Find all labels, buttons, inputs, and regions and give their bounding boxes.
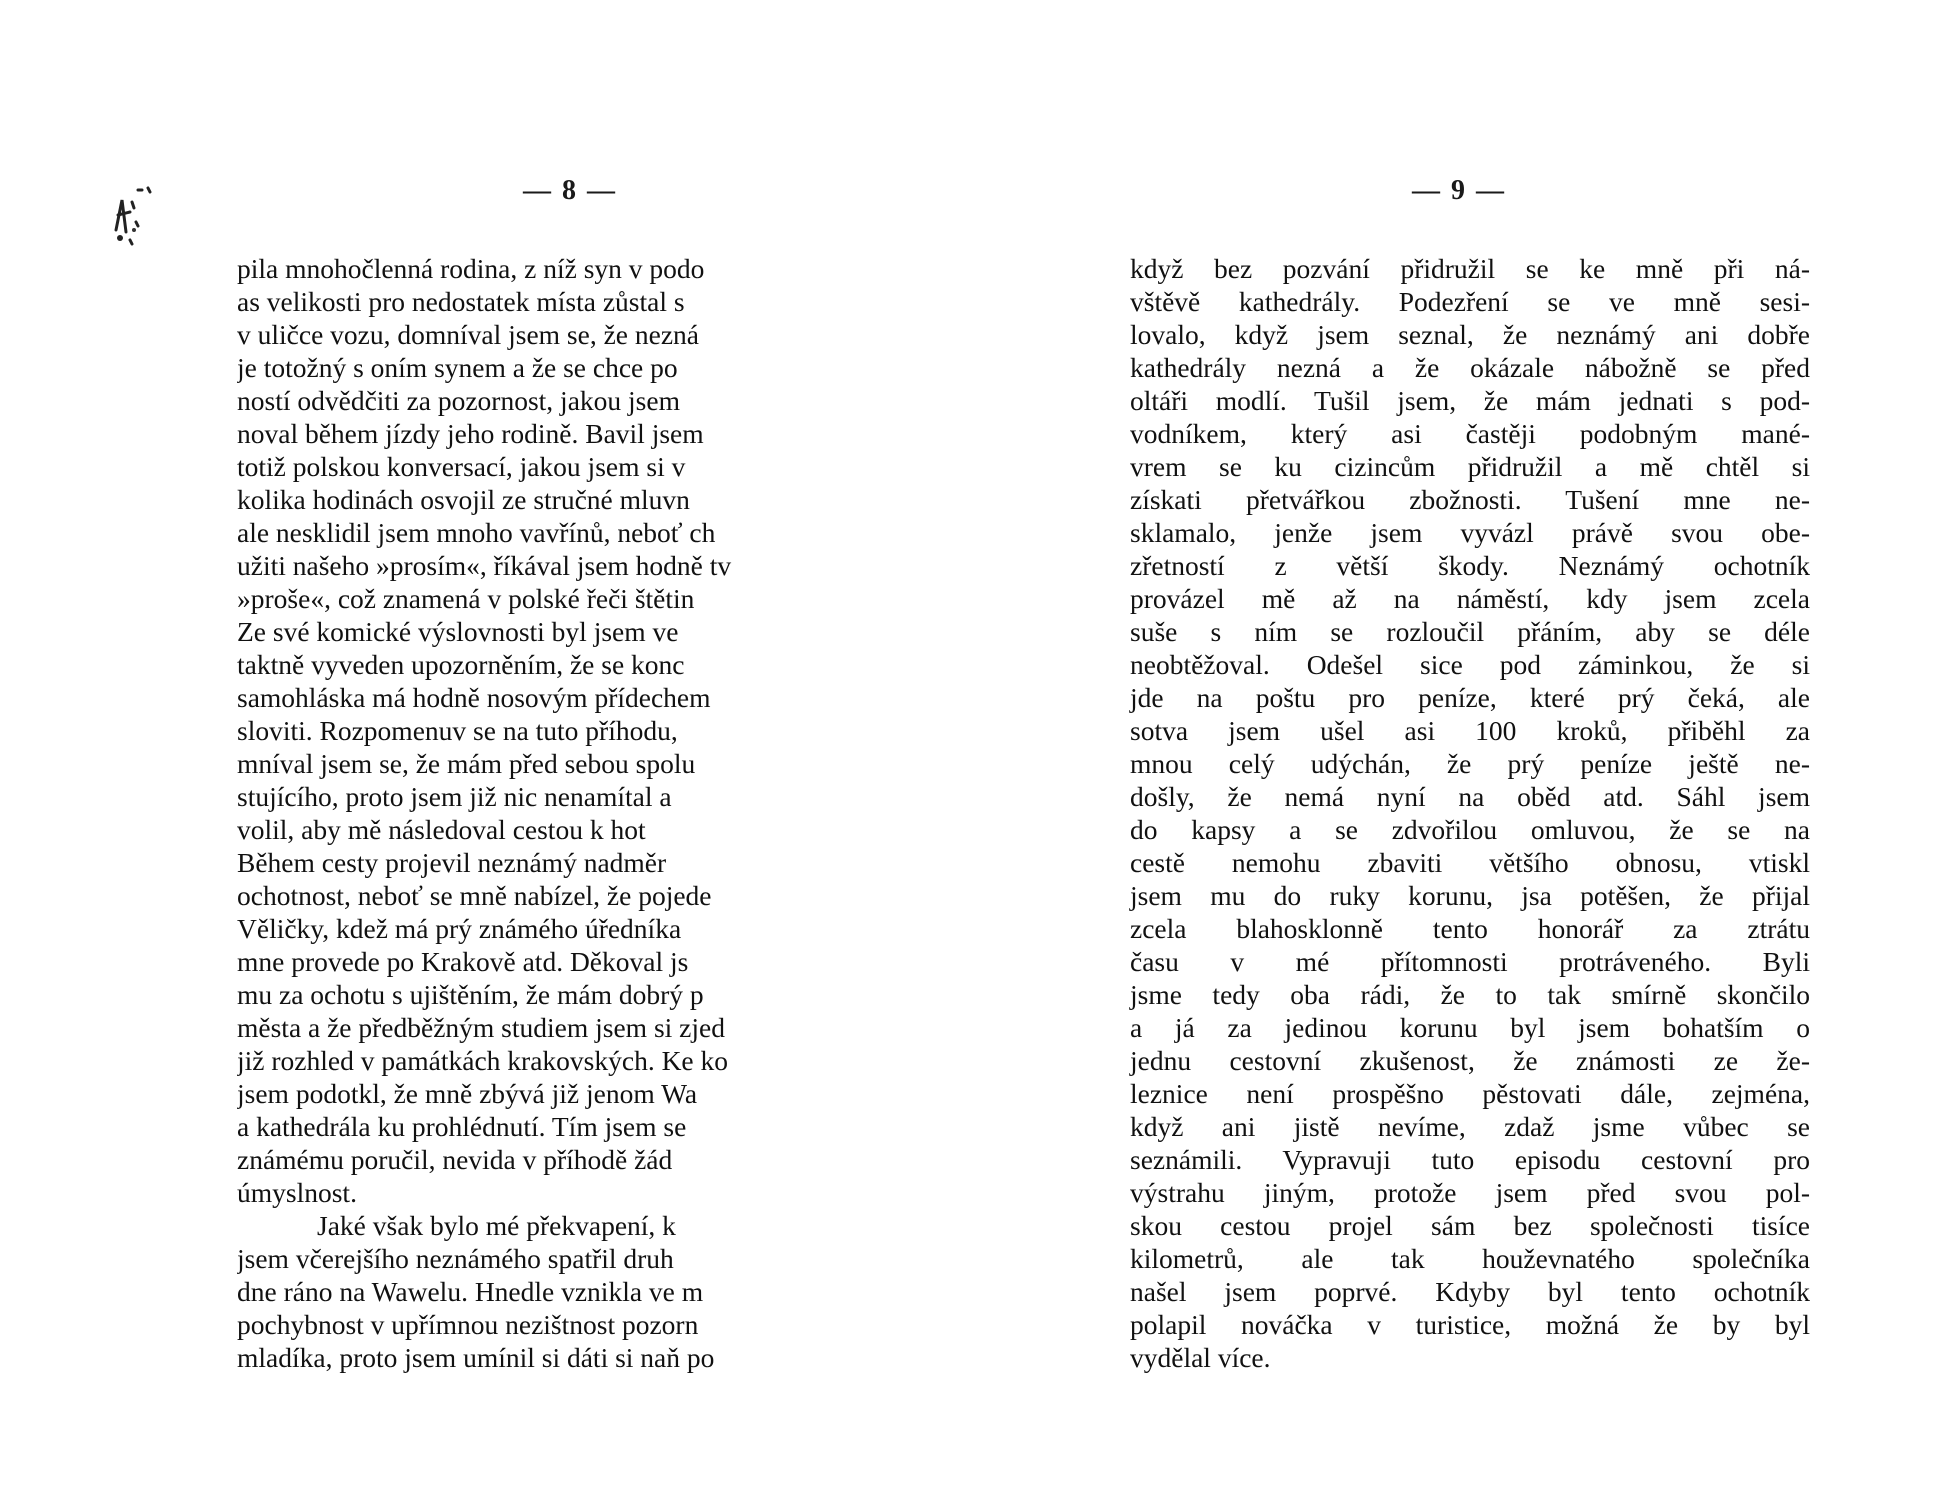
- left-page-line: ností odvědčiti za pozornost, jakou jsem: [237, 385, 680, 416]
- page-number-right: — 9 —: [1412, 175, 1506, 206]
- left-page-line: Jaké však bylo mé překvapení, k: [317, 1210, 676, 1241]
- right-page-line: došly, že nemá nyní na oběd atd. Sáhl jsem: [1130, 781, 1810, 812]
- right-page-line: do kapsy a se zdvořilou omluvou, že se na: [1130, 814, 1810, 845]
- right-page-line: skou cestou projel sám bez společnosti tisíce: [1130, 1210, 1810, 1241]
- right-page-line: sklamalo, jenže jsem vyvázl právě svou obe-: [1130, 517, 1810, 548]
- right-page-line: když ani jistě nevíme, zdaž jsme vůbec se: [1130, 1111, 1810, 1142]
- right-page-line: kathedrály nezná a že okázale nábožně se před: [1130, 352, 1810, 383]
- page-number-left: — 8 —: [523, 175, 617, 206]
- right-page-line: lovalo, když jsem seznal, že neznámý ani dobře: [1130, 319, 1810, 350]
- right-page-line: jde na poštu pro peníze, které prý čeká, ale: [1130, 682, 1810, 713]
- right-page-line: zcela blahosklonně tento honorář za ztrátu: [1130, 913, 1810, 944]
- left-page-line: v uličce vozu, domníval jsem se, že nezná: [237, 319, 699, 350]
- right-page-line: času v mé přítomnosti protráveného. Byli: [1130, 946, 1810, 977]
- left-page-text: [237, 252, 869, 1374]
- left-page-line: pochybnost v upřímnou nezištnost pozorn: [237, 1309, 699, 1340]
- right-page-line: výstrahu jiným, protože jsem před svou pol-: [1130, 1177, 1810, 1208]
- left-page-line: známému poručil, nevida v příhodě žád: [237, 1144, 673, 1175]
- right-page-line: neobtěžoval. Odešel sice pod záminkou, že si: [1130, 649, 1810, 680]
- left-page-line: mu za ochotu s ujištěním, že mám dobrý p: [237, 979, 704, 1010]
- right-page-line: oltáři modlí. Tušil jsem, že mám jednati s pod-: [1130, 385, 1810, 416]
- right-page-line: cestě nemohu zbaviti většího obnosu, vtiskl: [1130, 847, 1810, 878]
- left-page-line: ale nesklidil jsem mnoho vavřínů, neboť ch: [237, 517, 716, 548]
- left-page-line: kolika hodinách osvojil ze stručné mluvn: [237, 484, 690, 515]
- right-page-line: provázel mě až na náměstí, kdy jsem zcela: [1130, 583, 1810, 614]
- right-page-text: [1130, 252, 1810, 1374]
- left-page-line: totiž polskou konversací, jakou jsem si v: [237, 451, 686, 482]
- right-page-line: vštěvě kathedrály. Podezření se ve mně sesi-: [1130, 286, 1810, 317]
- right-page-line: sotva jsem ušel asi 100 kroků, přiběhl za: [1130, 715, 1810, 746]
- left-page-line: »proše«, což znamená v polské řeči štětin: [237, 583, 695, 614]
- left-page-line: volil, aby mě následoval cestou k hot: [237, 814, 646, 845]
- right-page-line: suše s ním se rozloučil přáním, aby se déle: [1130, 616, 1810, 647]
- right-page-line: vydělal více.: [1130, 1342, 1271, 1373]
- left-page-line: jsem včerejšího neznámého spatřil druh: [237, 1243, 674, 1274]
- right-page-line: když bez pozvání přidružil se ke mně při ná-: [1130, 253, 1810, 284]
- right-page-line: mnou celý udýchán, že prý peníze ještě ne-: [1130, 748, 1810, 779]
- right-page-line: jsem mu do ruky korunu, jsa potěšen, že přijal: [1130, 880, 1810, 911]
- right-page-line: a já za jedinou korunu byl jsem bohatším o: [1130, 1012, 1810, 1043]
- left-page-line: užiti našeho »prosím«, říkával jsem hodně tv: [237, 550, 732, 581]
- right-page-line: kilometrů, ale tak houževnatého společníka: [1130, 1243, 1810, 1274]
- right-page-line: polapil nováčka v turistice, možná že by byl: [1130, 1309, 1810, 1340]
- right-page-line: seznámili. Vypravuji tuto episodu cestovní pro: [1130, 1144, 1810, 1175]
- left-page-line: mne provede po Krakově atd. Děkoval js: [237, 946, 689, 977]
- left-page-line: mladíka, proto jsem umínil si dáti si naň po: [237, 1342, 715, 1373]
- right-page-line: vrem se ku cizincům přidružil a mě chtěl si: [1130, 451, 1810, 482]
- left-page-line: a kathedrála ku prohlédnutí. Tím jsem se: [237, 1111, 687, 1142]
- left-page-line: již rozhled v památkách krakovských. Ke ko: [237, 1045, 729, 1076]
- left-page-line: noval během jízdy jeho rodině. Bavil jsem: [237, 418, 704, 449]
- right-page-line: jsme tedy oba rádi, že to tak smírně skončilo: [1130, 979, 1810, 1010]
- left-page-line: města a že předběžným studiem jsem si zjed: [237, 1012, 725, 1043]
- left-page-line: samohláska má hodně nosovým přídechem: [237, 682, 711, 713]
- right-page-line: získati přetvářkou zbožnosti. Tušení mne ne-: [1130, 484, 1810, 515]
- right-page-line: jednu cestovní zkušenost, že známosti ze že-: [1130, 1045, 1810, 1076]
- left-page-line: Ze své komické výslovnosti byl jsem ve: [237, 616, 679, 647]
- left-page-line: ochotnost, neboť se mně nabízel, že pojede: [237, 880, 712, 911]
- left-page-line: úmyslnost.: [237, 1177, 357, 1208]
- left-page-line: je totožný s oním synem a že se chce po: [237, 352, 678, 383]
- left-page-line: mníval jsem se, že mám před sebou spolu: [237, 748, 696, 779]
- scan-artifact-mark: [108, 160, 188, 250]
- left-page-line: Věličky, kdež má prý známého úředníka: [237, 913, 682, 944]
- left-page-line: sloviti. Rozpomenuv se na tuto příhodu,: [237, 715, 678, 746]
- left-page-line: taktně vyveden upozorněním, že se konc: [237, 649, 685, 680]
- right-page-line: zřetností z větší škody. Neznámý ochotník: [1130, 550, 1810, 581]
- right-page-line: leznice není prospěšno pěstovati dále, zejména,: [1130, 1078, 1810, 1109]
- left-page-line: as velikosti pro nedostatek místa zůstal s: [237, 286, 685, 317]
- left-page-line: dne ráno na Wawelu. Hnedle vznikla ve m: [237, 1276, 704, 1307]
- left-page-line: Během cesty projevil neznámý nadměr: [237, 847, 667, 878]
- left-page-line: pila mnohočlenná rodina, z níž syn v podo: [237, 253, 705, 284]
- right-page-line: našel jsem poprvé. Kdyby byl tento ochotník: [1130, 1276, 1810, 1307]
- left-page-line: jsem podotkl, že mně zbývá již jenom Wa: [237, 1078, 698, 1109]
- left-page-line: stujícího, proto jsem již nic nenamítal a: [237, 781, 672, 812]
- right-page-line: vodníkem, který asi častěji podobným mané-: [1130, 418, 1810, 449]
- right-page: [975, 0, 1950, 1500]
